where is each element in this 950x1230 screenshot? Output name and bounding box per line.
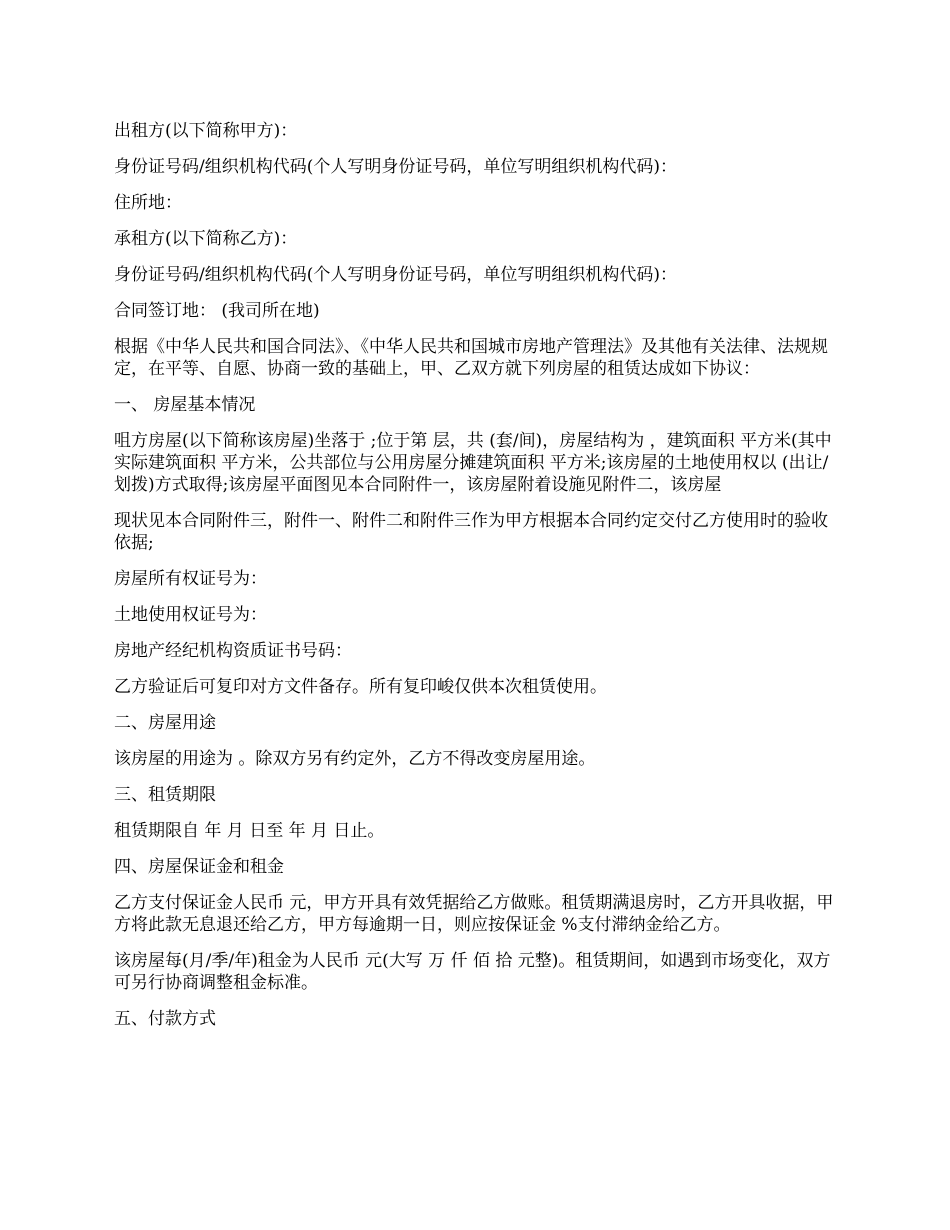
deposit-paragraph: 乙方支付保证金人民币 元，甲方开具有效凭据给乙方做账。租赁期满退房时，乙方开具收据，甲方将此款无息退还给乙方，甲方每逾期一日，则应按保证金 %支付滞纳金给乙方。 [114,893,834,935]
property-description-paragraph: 咀方房屋(以下简称该房屋)坐落于 ;位于第 层，共 (套/间)，房屋结构为 ，建筑面积 平方米(其中实际建筑面积 平方米，公共部位与公用房屋分摊建筑面积 平方米;该房屋的土地使用权以 (出让/划拨)方式取得;该房屋平面图见本合同附件一，该房屋附着设施见附件二，该房屋 [114,431,832,495]
lessee-line: 承租方(以下简称乙方)： [114,229,298,249]
preamble-paragraph: 根据《中华人民共和国合同法》、《中华人民共和国城市房地产管理法》及其他有关法律、法规规定，在平等、自愿、协商一致的基础上，甲、乙双方就下列房屋的租赁达成如下协议： [114,337,828,379]
signing-place-line: 合同签订地： (我司所在地) [114,301,320,321]
section-heading-2: 二、房屋用途 [114,713,216,733]
copy-verification-line: 乙方验证后可复印对方文件备存。所有复印峻仅供本次租赁使用。 [114,677,607,697]
lessee-id-line: 身份证号码/组织机构代码(个人写明身份证号码，单位写明组织机构代码)： [114,265,677,285]
document-page [114,120,844,1044]
lease-term-paragraph: 租赁期限自 年 月 日至 年 月 日止。 [114,821,385,841]
lessor-line: 出租方(以下简称甲方)： [114,121,298,141]
lessor-id-line: 身份证号码/组织机构代码(个人写明身份证号码，单位写明组织机构代码)： [114,157,677,177]
section-heading-5: 五、付款方式 [114,1009,216,1029]
section-heading-4: 四、房屋保证金和租金 [114,857,284,877]
agency-cert-line: 房地产经纪机构资质证书号码： [114,641,352,661]
ownership-cert-line: 房屋所有权证号为： [114,569,267,589]
property-status-paragraph: 现状见本合同附件三，附件一、附件二和附件三作为甲方根据本合同约定交付乙方使用时的验收依据; [114,511,828,553]
section-heading-3: 三、租赁期限 [114,785,216,805]
section-heading-1: 一、 房屋基本情况 [114,395,256,415]
land-use-cert-line: 土地使用权证号为： [114,605,267,625]
usage-paragraph: 该房屋的用途为 。除双方另有约定外，乙方不得改变房屋用途。 [114,749,596,769]
rent-paragraph: 该房屋每(月/季/年)租金为人民币 元(大写 万 仟 佰 拾 元整)。租赁期间，如遇到市场变化，双方可另行协商调整租金标准。 [114,951,831,993]
domicile-line: 住所地： [114,193,182,213]
